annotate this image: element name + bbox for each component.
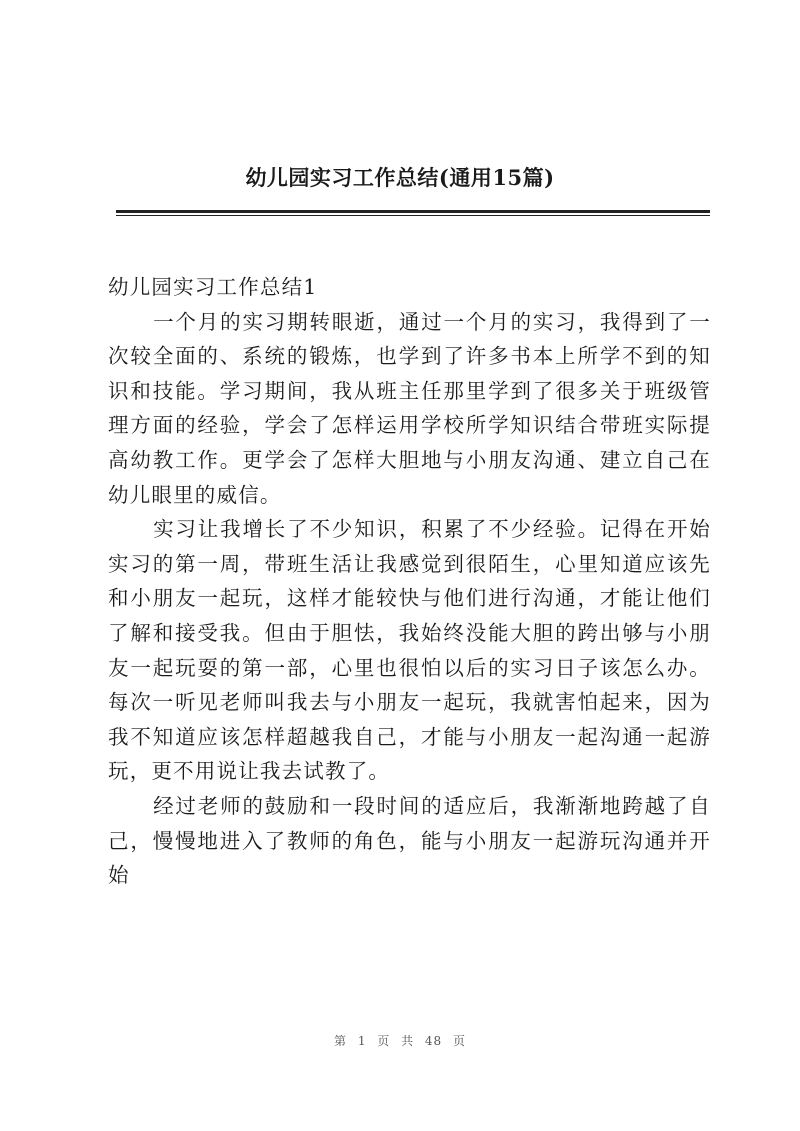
- section-heading: 幼儿园实习工作总结1: [108, 275, 318, 299]
- paragraph: 经过老师的鼓励和一段时间的适应后，我渐渐地跨越了自己，慢慢地进入了教师的角色，能与小朋友一起游玩沟通并开始: [108, 793, 711, 888]
- paragraph: 实习让我增长了不少知识，积累了不少经验。记得在开始实习的第一周，带班生活让我感觉到很陌生，心里知道应该先和小朋友一起玩，这样才能较快与他们进行沟通，才能让他们了解和接受我。但由于胆怯，我始终没能大胆的跨出够与小朋友一起玩耍的第一部，心里也很怕以后的实习日子该怎么办。每次一听见老师叫我去与小朋友一起玩，我就害怕起来，因为我不知道应该怎样超越我自己，才能与小朋友一起沟通一起游玩，更不用说让我去试教了。: [108, 517, 711, 784]
- page-footer: 第 1 页 共 48 页: [334, 1034, 466, 1048]
- document-body: [108, 270, 711, 893]
- title-divider: [116, 210, 710, 213]
- title-divider-thin: [116, 215, 710, 216]
- document-title: 幼儿园实习工作总结(通用15篇): [245, 165, 555, 190]
- paragraph: 一个月的实习期转眼逝，通过一个月的实习，我得到了一次较全面的、系统的锻炼，也学到了许多书本上所学不到的知识和技能。学习期间，我从班主任那里学到了很多关于班级管理方面的经验，学会了怎样运用学校所学知识结合带班实际提高幼教工作。更学会了怎样大胆地与小朋友沟通、建立自己在幼儿眼里的威信。: [108, 309, 711, 507]
